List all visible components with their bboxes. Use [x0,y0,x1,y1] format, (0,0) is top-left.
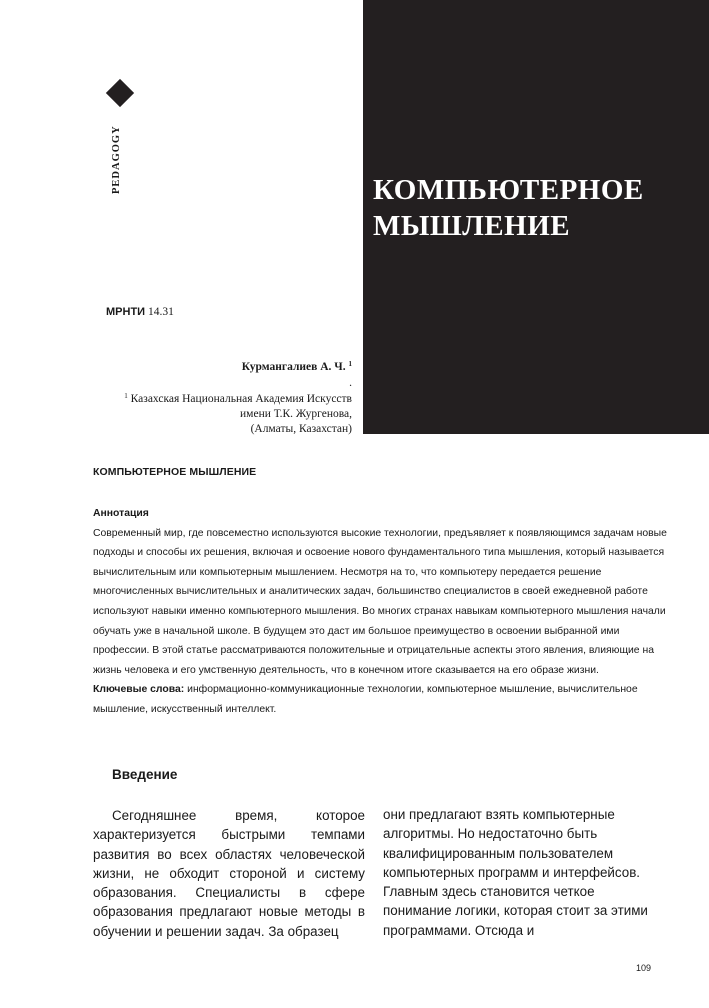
author-name [92,357,352,375]
affiliation-sup: 1 [124,392,128,400]
mrnti-label: МРНТИ [106,306,146,318]
body-paragraph-left: Сегодняшнее время, которое характеризуется быстрыми темпами развития во всех областях человеческой жизни, не обходит стороной и систему образования. Специалисты в сфере образования предлагают новые методы в обучении и решении задач. За образец [93,808,365,939]
affiliation-text-1: Казахская Национальная Академия Искусств [130,393,352,405]
page-title [373,172,693,244]
page-title-line-1: КОМПЬЮТЕРНОЕ [373,174,644,206]
abstract-text: Современный мир, где повсеместно используются высокие технологии, предъявляет к появляющимся задачам новые подходы и способы их решения, включая и освоение нового фундаментального типа мышления, который называется вычислительным или компьютерным мышлением. Несмотря на то, что компьютеру передается решение многочисленных вычислительных и аналитических задач, большинство специалистов в своей ежедневной работе используют навыки именно компьютерного мышления. Во многих странах навыкам компьютерного мышления начали обучать уже в начальной школе. В будущем это даст им большое преимущество в освоении выбранной ими профессии. В этой статье рассматриваются положительные и отрицательные аспекты этого явления, влияющие на жизнь человека и его умственную деятельность, что в конечном итоге сказывается на его образе жизни. [93,527,667,676]
mrnti-value: 14.31 [147,306,174,318]
abstract [93,504,668,720]
abstract-heading: Аннотация [93,508,149,519]
affiliation-line-1 [92,389,352,407]
page-number: 109 [636,963,652,973]
author-separator: . [349,377,352,389]
diamond-icon [106,79,134,107]
body-column-left [93,806,365,941]
keywords-text: информационно-коммуникационные технологии, компьютерное мышление, вычислительное мышление, искусственный интеллект. [93,684,638,715]
intro-heading: Введение [112,767,178,782]
mrnti-code [106,306,174,318]
page-title-line-2: МЫШЛЕНИЕ [373,210,571,242]
author-sup: 1 [348,360,352,368]
keywords [93,680,668,719]
affiliation-line-2: имени Т.К. Жургенова, [240,408,352,420]
article-title: КОМПЬЮТЕРНОЕ МЫШЛЕНИЕ [93,466,257,478]
keywords-label: Ключевые слова: [93,684,185,696]
section-label: PEDAGOGY [111,125,122,194]
body-paragraph-right: они предлагают взять компьютерные алгоритмы. Но недостаточно быть квалифицированным пользователем компьютерных программ и интерфейсов. Главным здесь становится четкое понимание логики, которая стоит за этими программами. Отсюда и [383,807,648,938]
author-name-text: Курмангалиев А. Ч. [241,361,346,373]
affiliation-line-3: (Алматы, Казахстан) [250,423,352,435]
body-column-right [383,805,663,940]
author-block [92,357,352,437]
